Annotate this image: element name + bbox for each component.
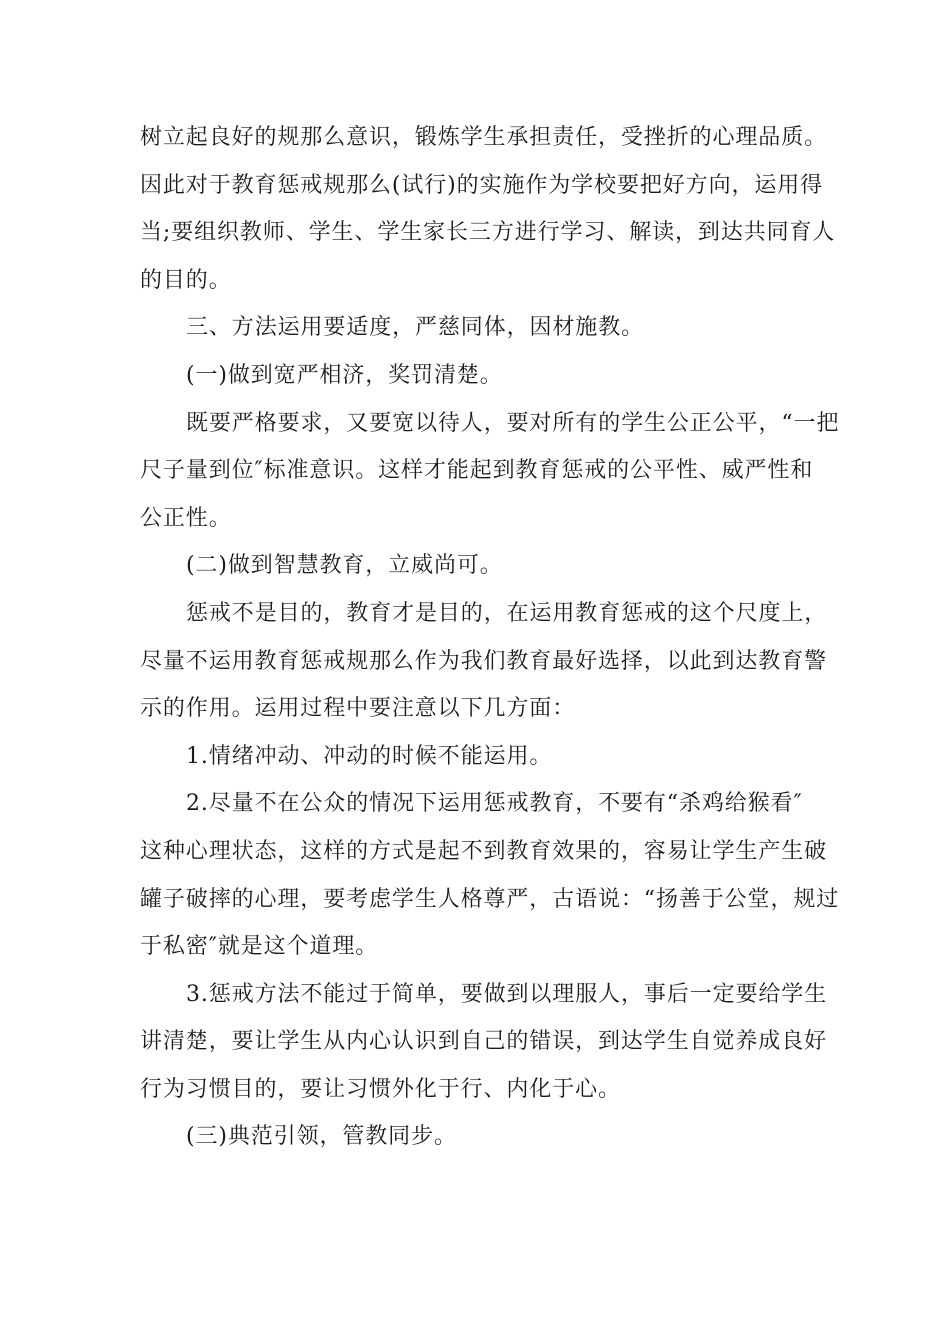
- text-line: 罐子破摔的心理，要考虑学生人格尊严，古语说：“扬善于公堂，规过: [140, 886, 840, 912]
- text-line: 公正性。: [140, 505, 232, 531]
- text-line: 尺子量到位″标准意识。这样才能起到教育惩戒的公平性、威严性和: [140, 458, 814, 484]
- list-item: 1.情绪冲动、冲动的时候不能运用。: [186, 743, 553, 769]
- text-line: 尽量不运用教育惩戒规那么作为我们教育最好选择，以此到达教育警: [140, 648, 828, 674]
- text-line: 因此对于教育惩戒规那么(试行)的实施作为学校要把好方向，运用得: [140, 172, 824, 198]
- section-heading: 三、方法运用要适度，严慈同体，因材施教。: [186, 315, 645, 341]
- document-body: [140, 114, 840, 1161]
- text-line: 当;要组织教师、学生、学生家长三方进行学习、解读，到达共同育人: [140, 220, 836, 246]
- text-line: 既要严格要求，又要宽以待人，要对所有的学生公正公平，“一把: [186, 410, 840, 436]
- subsection-heading: (二)做到智慧教育，立威尚可。: [186, 553, 503, 579]
- subsection-heading: (三)典范引领，管教同步。: [186, 1124, 457, 1150]
- text-line: 的目的。: [140, 267, 232, 293]
- text-line: 树立起良好的规那么意识，锻炼学生承担责任，受挫折的心理品质。: [140, 125, 828, 150]
- list-item: 2.尽量不在公众的情况下运用惩戒教育，不要有“杀鸡给猴看″: [186, 791, 803, 817]
- list-item: 3.惩戒方法不能过于简单，要做到以理服人，事后一定要给学生: [186, 981, 828, 1007]
- text-line: 这种心理状态，这样的方式是起不到教育效果的，容易让学生产生破: [140, 838, 828, 864]
- text-line: 惩戒不是目的，教育才是目的，在运用教育惩戒的这个尺度上，: [186, 600, 828, 626]
- text-line: 行为习惯目的，要让习惯外化于行、内化于心。: [140, 1076, 621, 1102]
- subsection-heading: (一)做到宽严相济，奖罚清楚。: [186, 362, 503, 388]
- text-line: 于私密″就是这个道理。: [140, 934, 379, 960]
- text-line: 讲清楚，要让学生从内心认识到自己的错误，到达学生自觉养成良好: [140, 1029, 828, 1055]
- text-line: 示的作用。运用过程中要注意以下几方面：: [140, 696, 576, 722]
